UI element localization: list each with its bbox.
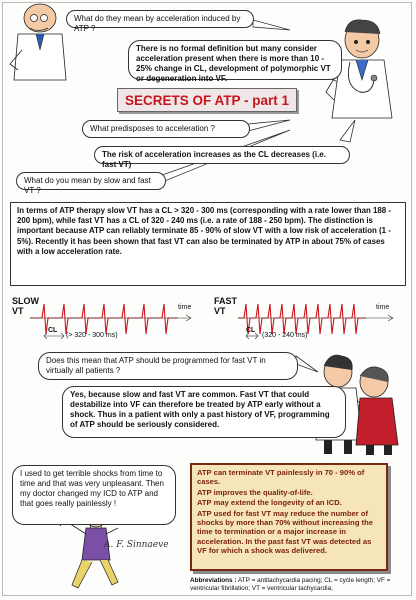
question-programming-bubble	[38, 352, 298, 380]
question-slow-fast-bubble	[16, 172, 166, 195]
answer-risk-bubble	[94, 146, 350, 169]
page-title	[117, 88, 297, 112]
facts-box	[190, 463, 388, 571]
fact-item: ATP used for fast VT may reduce the number of shocks by more than 70% without increasing the time to termination or a major increase in acceleration. In the past fast VT was detected as VF for which a shock was delivered.	[197, 508, 373, 556]
slow-cl-label: CL	[48, 327, 58, 334]
definition-box	[10, 202, 406, 286]
answer-acceleration-bubble	[128, 40, 342, 83]
abbreviations	[190, 577, 412, 593]
slow-range-label: (> 320 - 300 ms)	[66, 332, 118, 339]
answer-acceleration-text: There is no formal definition but many consider acceleration present when there is more than 10 - 25% change in CL, development of polymorphic VT or degeneration into VF.	[136, 44, 331, 83]
question-slow-fast-text: What do you mean by slow and fast VT ?	[24, 176, 151, 195]
fact-item: ATP improves the quality-of-life.	[197, 487, 313, 497]
slow-time-label: time	[178, 304, 192, 311]
question-predisposes-bubble	[82, 120, 250, 138]
bubble-tail-q4	[296, 356, 318, 372]
bubble-tail-q2	[248, 120, 290, 131]
slow-vt-label: SLOW VT	[12, 296, 39, 316]
question-acceleration-text: What do they mean by acceleration induced by ATP ?	[74, 14, 241, 33]
answer-risk-text: The risk of acceleration increases as the CL decreases (i.e. fast VT)	[102, 150, 326, 169]
abbreviations-label: Abbreviations :	[190, 577, 237, 584]
doctor-top-left-figure	[10, 4, 66, 80]
abbreviations-text: ATP = antitachycardia pacing; CL = cycle length; VF = ventricular fibrillation; VT = ventricular tachycardia;	[190, 577, 391, 592]
fast-vt-label: FAST VT	[214, 296, 238, 316]
signature: A. F. Sinnaeve	[104, 540, 169, 550]
question-programming-text: Does this mean that ATP should be programmed for fast VT in virtually all patients ?	[46, 356, 266, 375]
question-predisposes-text: What predisposes to acceleration ?	[90, 124, 215, 133]
answer-programming-bubble	[62, 386, 346, 438]
fast-cl-label: CL	[246, 327, 256, 334]
fact-item: ATP may extend the longevity of an ICD.	[197, 498, 342, 508]
fast-time-label: time	[376, 304, 390, 311]
bubble-tail-q1	[253, 20, 290, 30]
answer-programming-text: Yes, because slow and fast VT are common. Fast VT that could destabilize into VF can therefore be treated by ATP early without a shock. Thus in a patient with only a past history of VF, programming of ATP should be seriously considered.	[70, 390, 330, 429]
definition-text: In terms of ATP therapy slow VT has a CL > 320 - 300 ms (corresponding with a rate lower than 188 - 200 bpm), while fast VT has a CL of 320 - 240 ms (i.e. a rate of 188 - 250 bpm). The distinction is important because ATP can reliably terminate 85 - 90% of slow VT with a low risk of acceleration (1 - 5%). Recently it has been shown that fast VT can also be terminated by ATP in about 75% of cases with a low acceleration rate.	[17, 206, 391, 256]
page-title-text: SECRETS OF ATP - part 1	[124, 92, 290, 108]
patient-bubble	[12, 465, 176, 525]
patient-text: I used to get terrible shocks from time to time and that was very unpleasant. Then my doctor changed my ICD to ATP and that goes really painlessly !	[20, 469, 164, 508]
question-acceleration-bubble	[66, 10, 254, 33]
fact-item: ATP can terminate VT painlessly in 70 - 90% of cases.	[197, 468, 365, 487]
fast-range-label: (320 - 240 ms)	[262, 332, 308, 339]
bubble-tail-a2	[340, 120, 355, 142]
